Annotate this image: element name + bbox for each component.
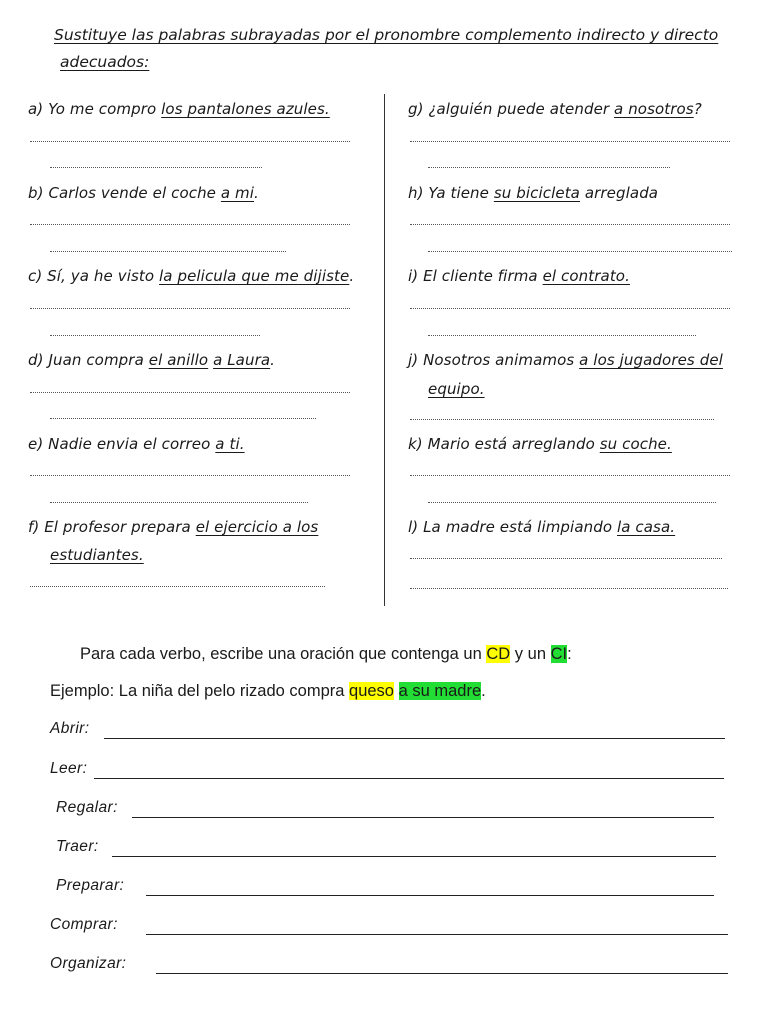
- answer-line-a-2[interactable]: [50, 167, 262, 168]
- answer-line-f-1[interactable]: [30, 586, 325, 587]
- exercise-j: j) Nosotros animamos a los jugadores del: [408, 351, 723, 369]
- answer-line-h-1[interactable]: [410, 224, 730, 225]
- answer-line-l-2[interactable]: [410, 588, 728, 589]
- write-line-comprar[interactable]: [146, 934, 728, 935]
- exercise-g: g) ¿alguién puede atender a nosotros?: [408, 100, 702, 118]
- example-ci-highlight: a su madre: [398, 682, 482, 700]
- exercise-e: e) Nadie envia el correo a ti.: [28, 435, 245, 453]
- answer-line-i-1[interactable]: [410, 308, 730, 309]
- column-divider: [384, 94, 385, 606]
- answer-line-b-2[interactable]: [50, 251, 286, 252]
- exercise-c: c) Sí, ya he visto la pelicula que me dijiste.: [28, 267, 355, 285]
- example-cd-highlight: queso: [349, 682, 394, 700]
- answer-line-k-1[interactable]: [410, 475, 730, 476]
- exercise-i: i) El cliente firma el contrato.: [408, 267, 630, 285]
- verb-label-leer: Leer:: [50, 760, 88, 777]
- exercise-h: h) Ya tiene su bicicleta arreglada: [408, 184, 659, 202]
- answer-line-g-1[interactable]: [410, 141, 730, 142]
- answer-line-e-1[interactable]: [30, 475, 350, 476]
- write-line-regalar[interactable]: [132, 817, 714, 818]
- part2-prompt: Para cada verbo, escribe una oración que contenga un CD y un CI:: [80, 645, 572, 663]
- write-line-organizar[interactable]: [156, 973, 728, 974]
- answer-line-c-1[interactable]: [30, 308, 350, 309]
- instructions-line-2: adecuados:: [60, 53, 150, 71]
- exercise-b: b) Carlos vende el coche a mi.: [28, 184, 259, 202]
- write-line-preparar[interactable]: [146, 895, 714, 896]
- answer-line-b-1[interactable]: [30, 224, 350, 225]
- exercise-k: k) Mario está arreglando su coche.: [408, 435, 672, 453]
- exercise-f: f) El profesor prepara el ejercicio a los: [28, 518, 319, 536]
- answer-line-e-2[interactable]: [50, 502, 308, 503]
- verb-label-abrir: Abrir:: [50, 720, 90, 737]
- answer-line-i-2[interactable]: [428, 335, 696, 336]
- exercise-a: a) Yo me compro los pantalones azules.: [28, 100, 330, 118]
- answer-line-l-1[interactable]: [410, 558, 722, 559]
- verb-label-traer: Traer:: [56, 838, 99, 855]
- cd-highlight: CD: [486, 645, 511, 663]
- answer-line-g-2[interactable]: [428, 167, 670, 168]
- write-line-traer[interactable]: [112, 856, 716, 857]
- answer-line-d-2[interactable]: [50, 418, 316, 419]
- exercise-j-line-2: equipo.: [428, 380, 485, 398]
- ci-highlight: CI: [550, 645, 568, 663]
- answer-line-d-1[interactable]: [30, 392, 350, 393]
- answer-line-j-1[interactable]: [410, 419, 714, 420]
- answer-line-k-2[interactable]: [428, 502, 716, 503]
- answer-line-h-2[interactable]: [428, 251, 732, 252]
- verb-label-preparar: Preparar:: [56, 877, 125, 894]
- exercise-d: d) Juan compra el anillo a Laura.: [28, 351, 276, 369]
- verb-label-organizar: Organizar:: [50, 955, 127, 972]
- answer-line-c-2[interactable]: [50, 335, 260, 336]
- exercise-f-line-2: estudiantes.: [50, 546, 144, 564]
- part2-example: Ejemplo: La niña del pelo rizado compra queso a su madre.: [50, 682, 486, 700]
- answer-line-a-1[interactable]: [30, 141, 350, 142]
- verb-label-regalar: Regalar:: [56, 799, 118, 816]
- write-line-leer[interactable]: [94, 778, 724, 779]
- exercise-l: l) La madre está limpiando la casa.: [408, 518, 676, 536]
- instructions-line-1: Sustituye las palabras subrayadas por el pronombre complemento indirecto y directo: [54, 26, 719, 44]
- verb-label-comprar: Comprar:: [50, 916, 118, 933]
- write-line-abrir[interactable]: [104, 738, 725, 739]
